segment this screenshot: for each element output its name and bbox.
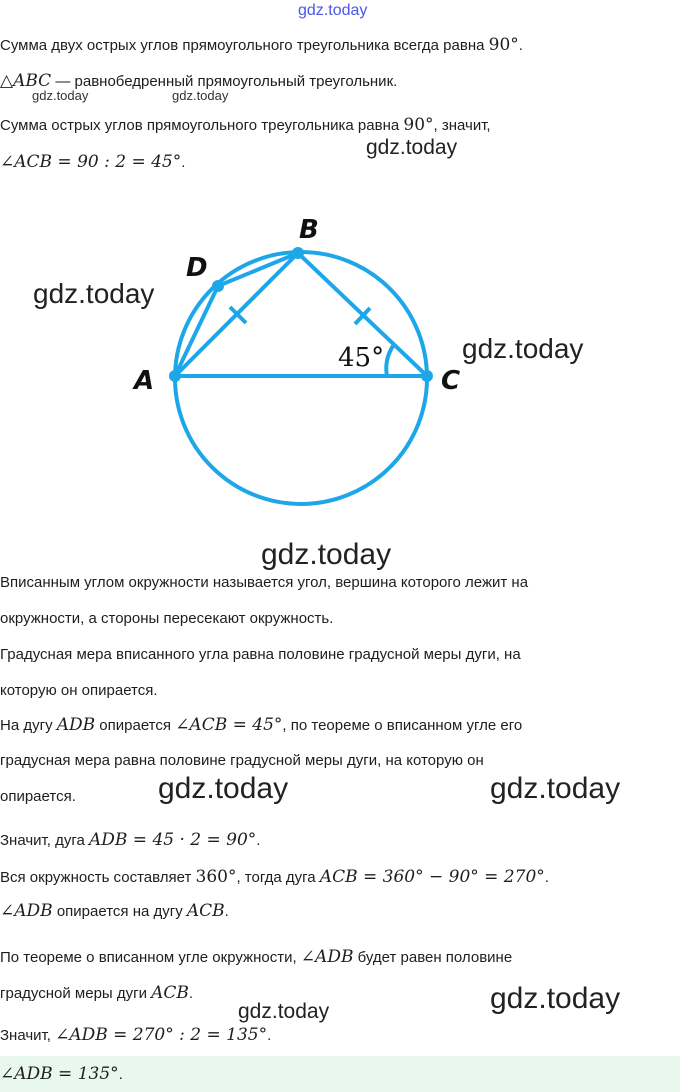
angle-label-45: 45° (338, 343, 385, 373)
circle-figure (0, 0, 680, 520)
line-rests: опирается. (0, 788, 76, 805)
label-b: B (299, 215, 319, 245)
answer-line: ∠ADB = 135°. (0, 1064, 123, 1084)
point-a (169, 370, 181, 382)
line-degree-measure-1: Градусная мера вписанного угла равна половине градусной меры дуги, на (0, 646, 521, 663)
angle-arc-c (386, 346, 393, 376)
watermark-top: gdz.today (298, 2, 368, 19)
chord-ad (175, 286, 218, 376)
line-theorem-cont: градусная мера равна половине градусной меры дуги, на которую он (0, 752, 484, 769)
watermark-center: gdz.today (261, 538, 392, 571)
line-adb-rests-acb: ∠ADB опирается на дугу ACB. (0, 901, 229, 921)
line-adb-value: Значит, ∠ADB = 270° : 2 = 135°. (0, 1025, 272, 1045)
line-full-circle: Вся окружность составляет 360°, тогда дуга ACB = 360° − 90° = 270°. (0, 867, 549, 887)
label-c: C (441, 366, 461, 396)
line-acute-angles-sum: Сумма двух острых углов прямоугольного треугольника всегда равна 90°. (0, 35, 523, 55)
line-arc-adb-value: Значит, дуга ADB = 45 · 2 = 90°. (0, 830, 261, 850)
watermark-mid-right: gdz.today (490, 772, 621, 805)
line-isosceles-right: △ABC — равнобедренный прямоугольный треугольник. (0, 71, 398, 91)
point-c (421, 370, 433, 382)
watermark-mid-left: gdz.today (158, 772, 289, 805)
line-degree-measure-2: которую он опирается. (0, 682, 158, 699)
label-d: D (186, 253, 208, 283)
line-acute-sum-so: Сумма острых углов прямоугольного треугольника равна 90°, значит, (0, 115, 491, 135)
point-b (292, 247, 304, 259)
watermark-medium-1: gdz.today (366, 136, 458, 159)
line-arc-acb: градусной меры дуги ACB. (0, 983, 194, 1003)
watermark-bottom-center: gdz.today (238, 1000, 330, 1023)
watermark-figure-left: gdz.today (33, 278, 155, 309)
line-theorem-adb: По теореме о вписанном угле окружности, ∠ADB будет равен половине (0, 947, 513, 967)
line-inscribed-def-2: окружности, а стороны пересекают окружность. (0, 610, 334, 627)
watermark-figure-right: gdz.today (462, 333, 584, 364)
line-arc-adb: На дугу ADB опирается ∠ACB = 45°, по теореме о вписанном угле его (0, 715, 523, 735)
watermark-small-1: gdz.today (32, 88, 89, 103)
line-angle-acb: ∠ACB = 90 : 2 = 45°. (0, 152, 186, 172)
watermark-small-2: gdz.today (172, 88, 229, 103)
line-inscribed-def-1: Вписанным углом окружности называется угол, вершина которого лежит на (0, 574, 529, 591)
point-d (212, 280, 224, 292)
watermark-bottom-right: gdz.today (490, 982, 621, 1015)
label-a: A (134, 366, 155, 396)
